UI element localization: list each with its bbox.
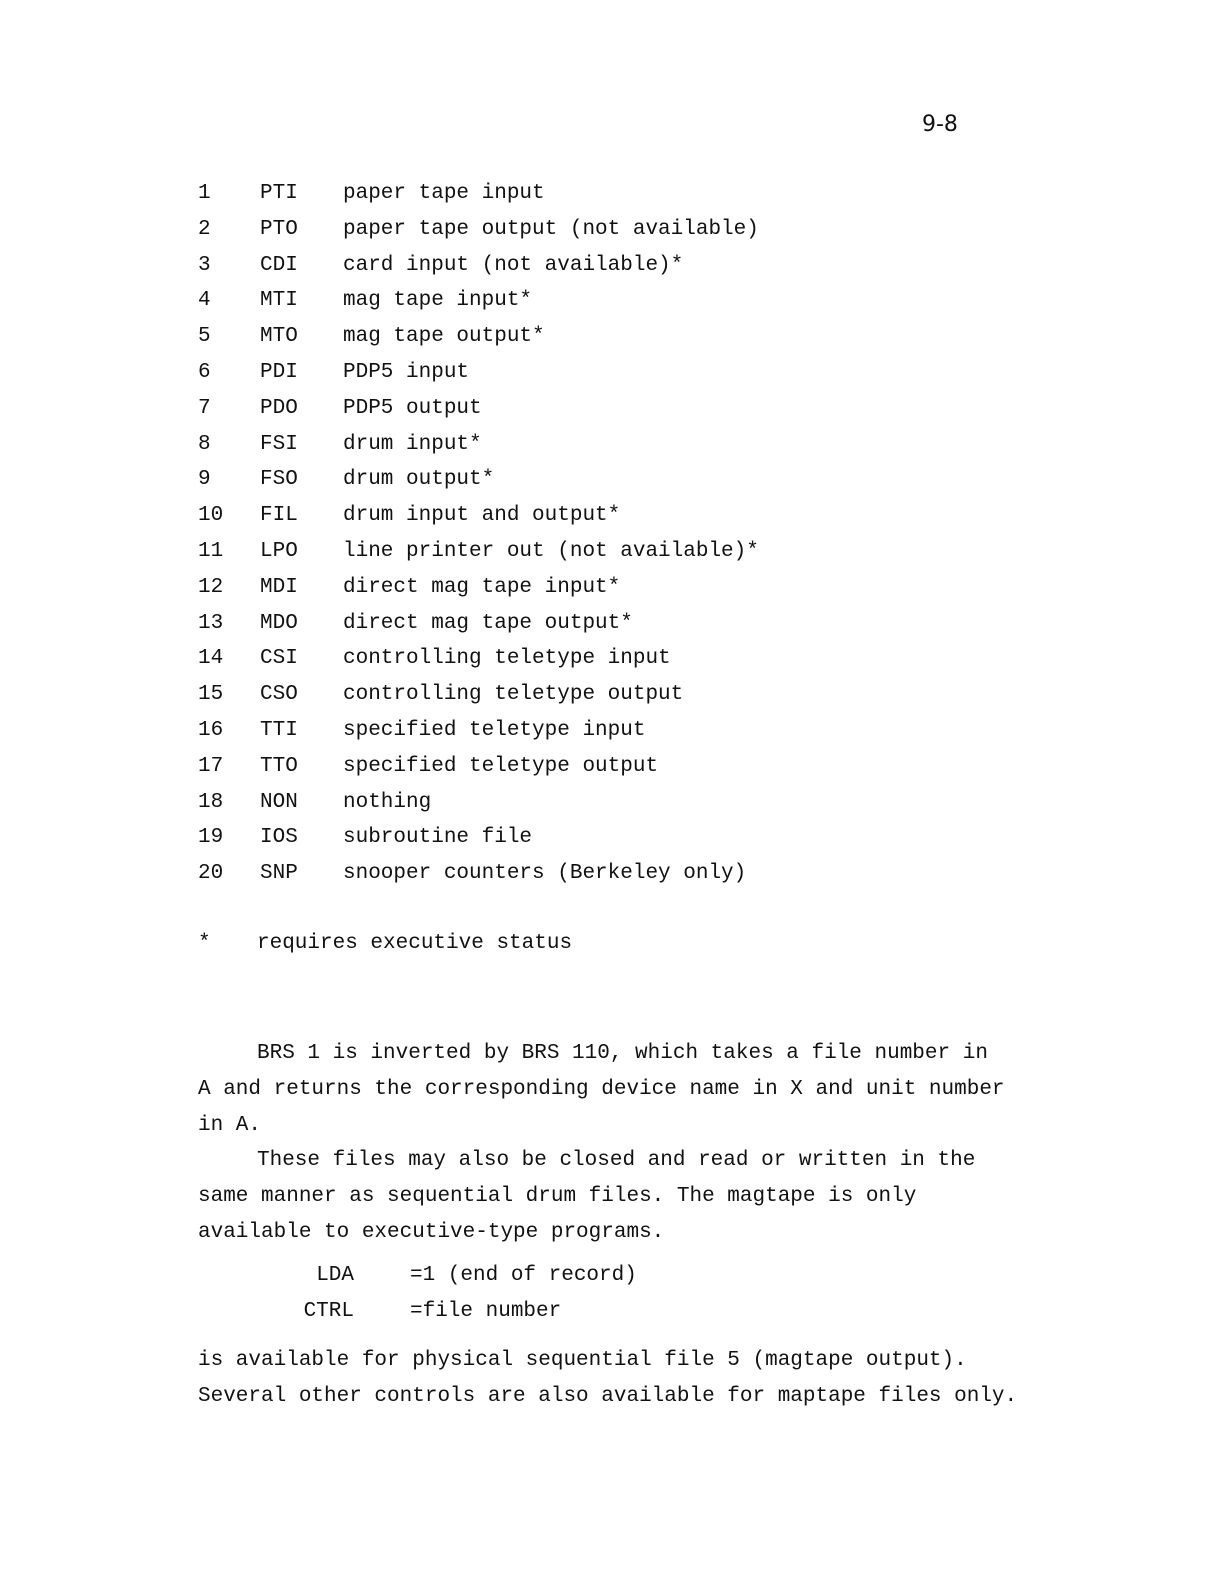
device-number: 17 <box>198 754 224 778</box>
device-description: nothing <box>343 790 432 814</box>
device-code: CSI <box>260 647 298 671</box>
code-opcode: LDA <box>316 1264 354 1287</box>
device-code: CDI <box>260 253 298 277</box>
device-number: 6 <box>198 360 211 384</box>
device-description: direct mag tape input* <box>343 575 621 599</box>
device-number: 3 <box>198 253 211 277</box>
device-row <box>198 822 958 858</box>
device-row <box>198 608 958 644</box>
paragraph-file-closing <box>198 1143 978 1250</box>
device-code: IOS <box>260 826 298 850</box>
device-description: mag tape output* <box>343 325 545 349</box>
paragraph-brs-inversion <box>198 1036 1005 1143</box>
device-number: 1 <box>198 182 211 205</box>
code-argument: =file number <box>410 1299 562 1323</box>
device-number: 20 <box>198 862 224 886</box>
device-code: PTO <box>260 217 298 241</box>
device-number: 13 <box>198 611 224 635</box>
device-row <box>198 715 958 751</box>
device-description: controlling teletype output <box>343 683 684 707</box>
device-row <box>198 643 958 679</box>
device-description: drum input* <box>343 432 482 456</box>
device-description: controlling teletype input <box>343 647 671 671</box>
paragraph-line: BRS 1 is inverted by BRS 110, which takes a file number in <box>257 1042 988 1065</box>
device-row <box>198 787 958 823</box>
device-description: card input (not available)* <box>343 253 684 277</box>
paragraph-controls <box>198 1343 1018 1415</box>
device-code: CSO <box>260 683 298 707</box>
device-code: TTO <box>260 754 298 778</box>
code-line <box>302 1264 802 1300</box>
device-description: subroutine file <box>343 826 533 850</box>
device-table <box>198 178 958 894</box>
device-code: PDO <box>260 396 298 420</box>
device-row <box>198 679 958 715</box>
device-description: line printer out (not available)* <box>343 539 759 563</box>
device-number: 10 <box>198 504 224 528</box>
device-row <box>198 858 958 894</box>
device-description: drum output* <box>343 468 495 492</box>
device-number: 18 <box>198 790 224 814</box>
device-row <box>198 285 958 321</box>
device-code: MTO <box>260 325 298 349</box>
device-number: 15 <box>198 683 224 707</box>
device-code: PTI <box>260 182 298 205</box>
device-description: direct mag tape output* <box>343 611 633 635</box>
device-number: 5 <box>198 325 211 349</box>
device-code: FSI <box>260 432 298 456</box>
device-description: drum input and output* <box>343 504 621 528</box>
paragraph-line: A and returns the corresponding device name in X and unit number <box>198 1077 1005 1101</box>
device-number: 12 <box>198 575 224 599</box>
paragraph-line: same manner as sequential drum files. The magtape is only <box>198 1184 917 1208</box>
page-number: 9-8 <box>922 112 958 137</box>
device-number: 9 <box>198 468 211 492</box>
code-opcode: CTRL <box>303 1299 354 1323</box>
paragraph-line: is available for physical sequential file 5 (magtape output). <box>198 1349 967 1372</box>
device-row <box>198 178 958 214</box>
paragraph-line: available to executive-type programs. <box>198 1220 665 1244</box>
device-number: 2 <box>198 217 211 241</box>
device-code: LPO <box>260 539 298 563</box>
device-code: FSO <box>260 468 298 492</box>
code-argument: =1 (end of record) <box>410 1264 637 1287</box>
device-code: FIL <box>260 504 298 528</box>
device-row <box>198 572 958 608</box>
device-code: MDO <box>260 611 298 635</box>
device-description: paper tape output (not available) <box>343 217 759 241</box>
device-description: snooper counters (Berkeley only) <box>343 862 747 886</box>
device-row <box>198 393 958 429</box>
device-row <box>198 429 958 465</box>
device-row <box>198 500 958 536</box>
code-line <box>302 1300 802 1336</box>
paragraph-line: Several other controls are also available for maptape files only. <box>198 1384 1018 1408</box>
device-code: MDI <box>260 575 298 599</box>
device-row <box>198 464 958 500</box>
device-description: specified teletype input <box>343 718 646 742</box>
device-number: 19 <box>198 826 224 850</box>
device-number: 11 <box>198 539 224 563</box>
code-example <box>302 1264 802 1336</box>
device-description: PDP5 input <box>343 360 470 384</box>
device-row <box>198 357 958 393</box>
device-code: MTI <box>260 289 298 313</box>
device-description: PDP5 output <box>343 396 482 420</box>
footnote-marker: * <box>198 932 211 955</box>
paragraph-line: in A. <box>198 1113 262 1137</box>
device-code: NON <box>260 790 298 814</box>
device-number: 16 <box>198 718 224 742</box>
device-row <box>198 321 958 357</box>
device-number: 4 <box>198 289 211 313</box>
device-description: mag tape input* <box>343 289 533 313</box>
device-number: 7 <box>198 396 211 420</box>
device-number: 8 <box>198 432 211 456</box>
device-code: SNP <box>260 862 298 886</box>
footnote-text: requires executive status <box>257 932 573 955</box>
device-code: TTI <box>260 718 298 742</box>
device-code: PDI <box>260 360 298 384</box>
device-row <box>198 751 958 787</box>
device-number: 14 <box>198 647 224 671</box>
paragraph-line: These files may also be closed and read or written in the <box>257 1149 976 1172</box>
device-description: paper tape input <box>343 182 545 205</box>
device-row <box>198 536 958 572</box>
device-row <box>198 214 958 250</box>
device-row <box>198 250 958 286</box>
device-description: specified teletype output <box>343 754 659 778</box>
